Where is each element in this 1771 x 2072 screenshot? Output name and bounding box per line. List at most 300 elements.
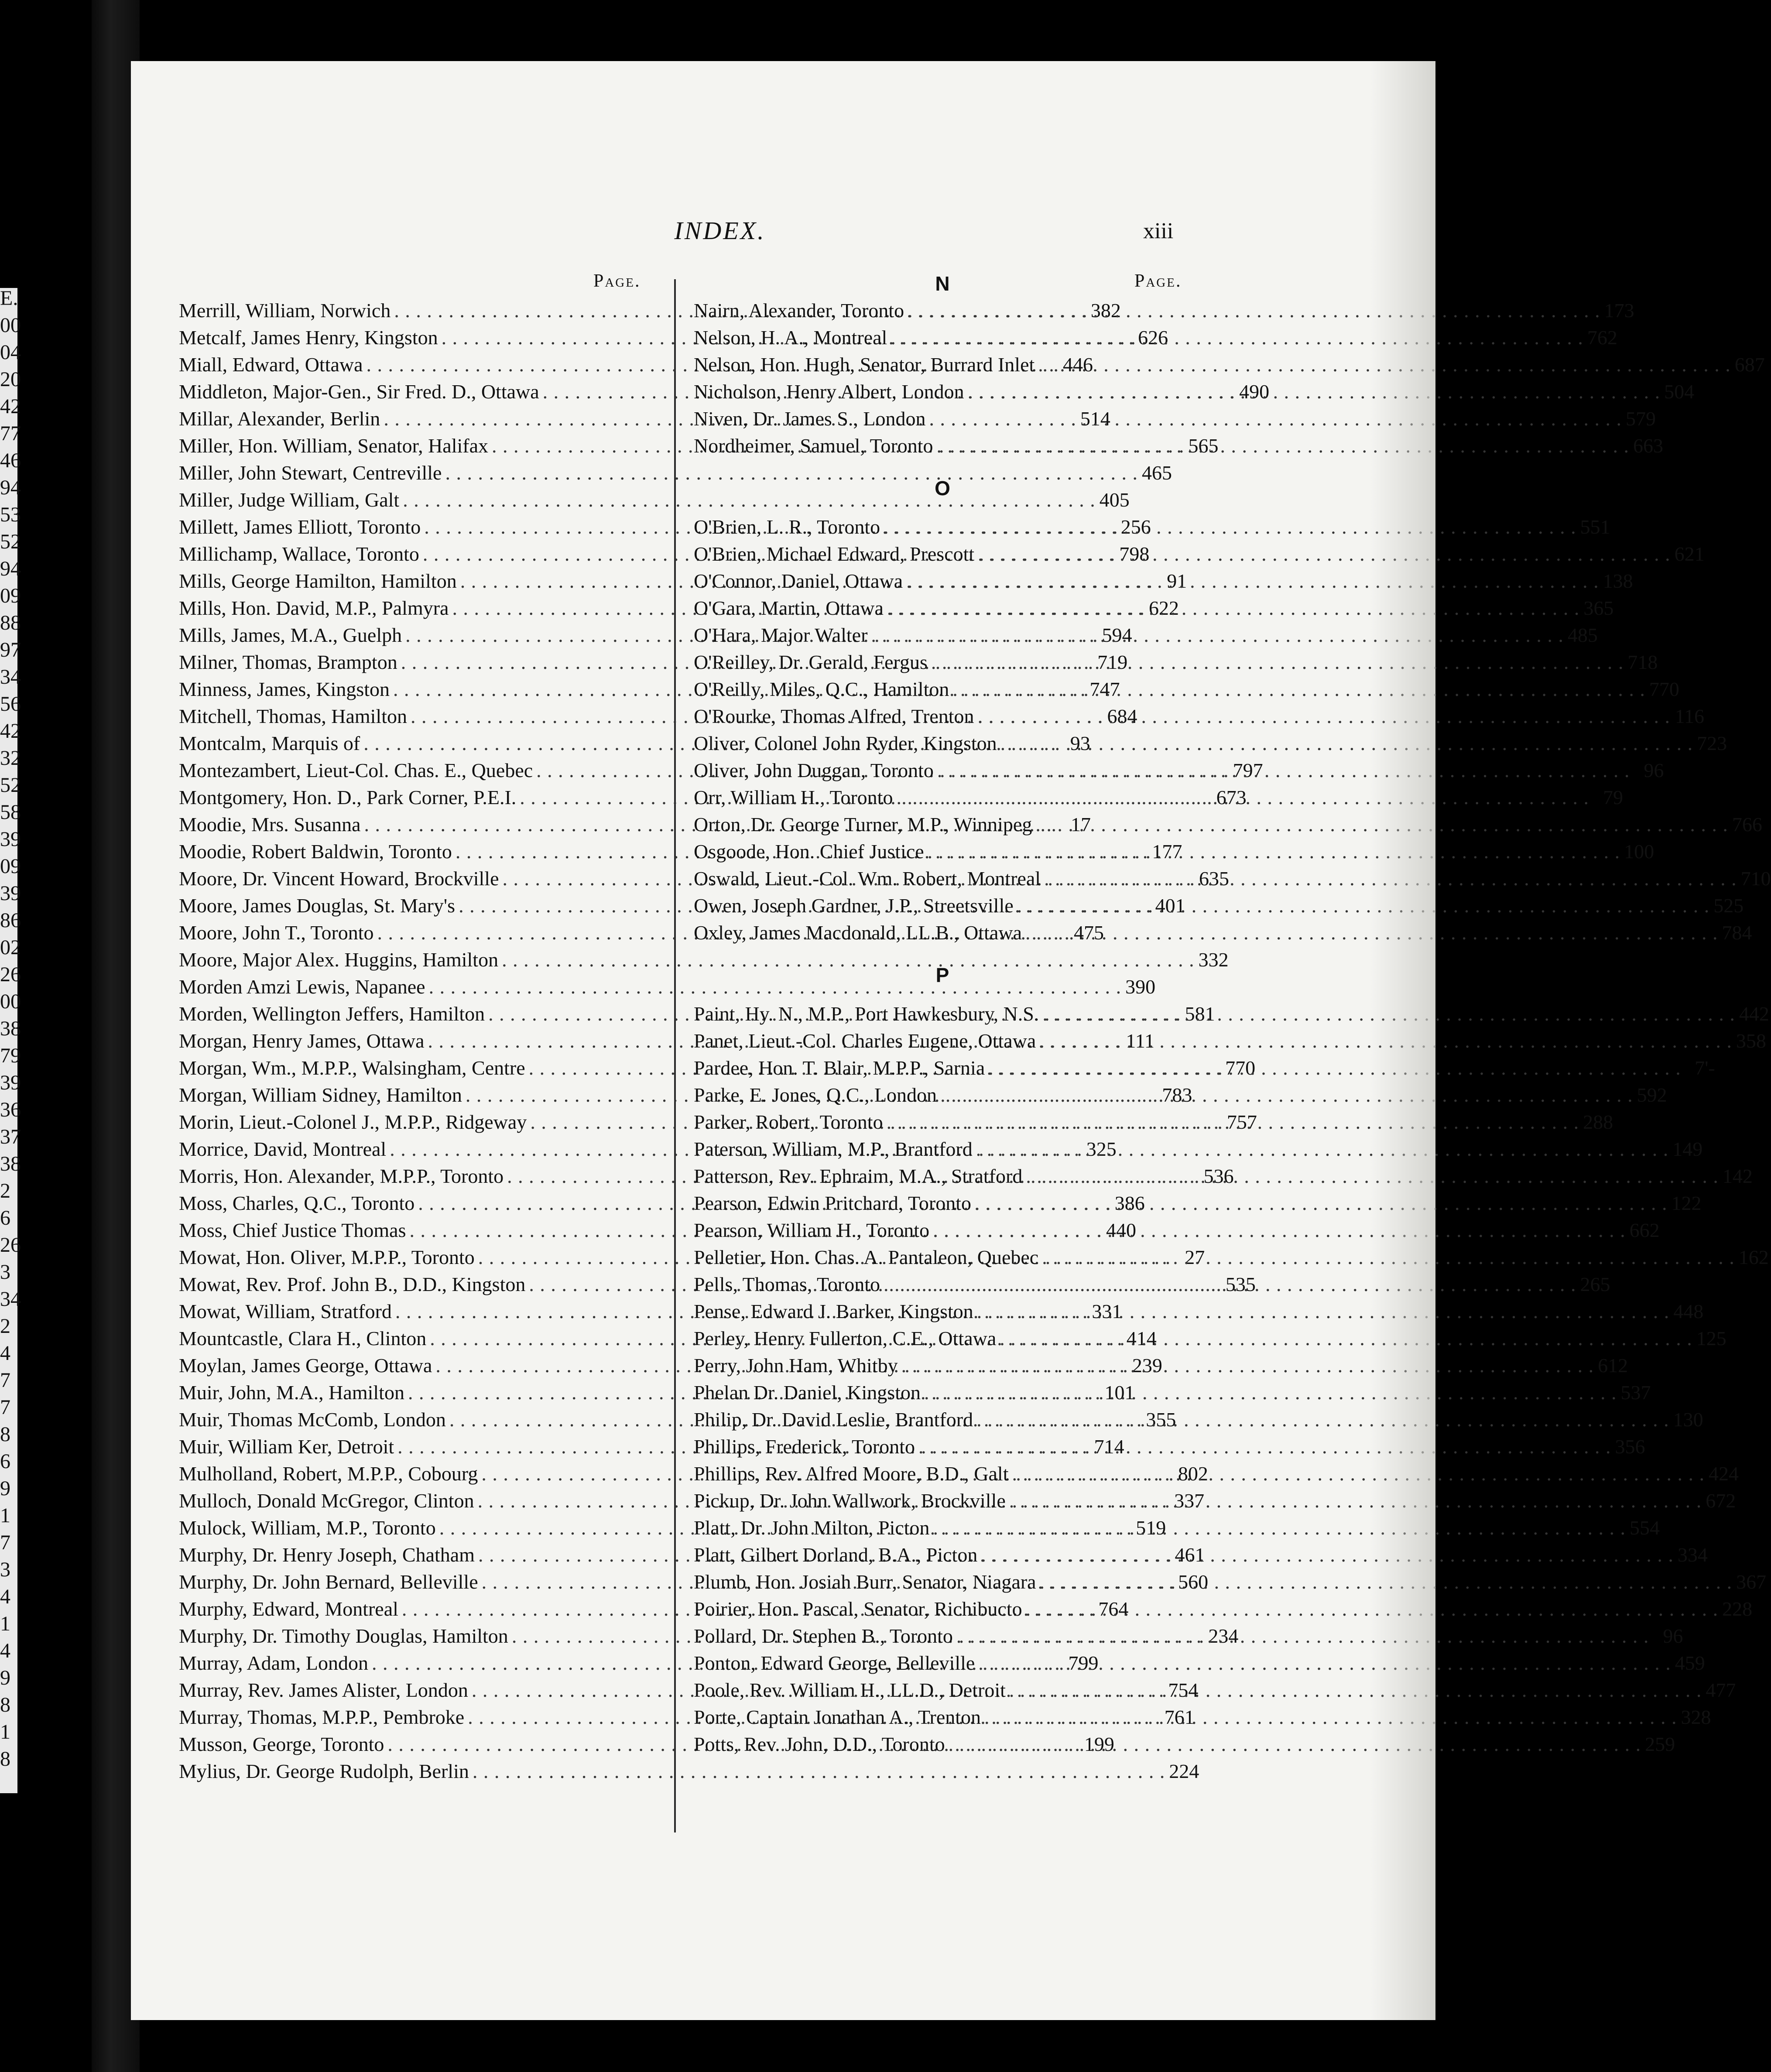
entry-page-number: 288 <box>1583 1111 1613 1133</box>
index-entry <box>694 1354 1628 1381</box>
entry-name: Morgan, Henry James, Ottawa <box>179 1030 425 1052</box>
entry-page-number: 783 <box>1162 1084 1192 1106</box>
entry-name: Nelson, Hon. Hugh, Senator, Burrard Inlet <box>694 353 1035 376</box>
entry-page-number: 514 <box>1080 408 1110 430</box>
entry-name: Miall, Edward, Ottawa <box>179 353 363 376</box>
entry-name: Nelson, H. A., Montreal <box>694 326 887 349</box>
entry-page-number: 130 <box>1673 1408 1703 1431</box>
margin-fragment: 88 <box>0 611 21 634</box>
entry-page-number: 459 <box>1675 1652 1705 1674</box>
entry-name: Mowat, Hon. Oliver, M.P.P., Toronto <box>179 1246 475 1268</box>
entry-page-number: 537 <box>1620 1381 1651 1404</box>
entry-name: Ponton, Edward George, Belleville <box>694 1652 975 1674</box>
margin-fragment: 20 <box>0 368 21 391</box>
entry-page-number: 424 <box>1708 1462 1739 1485</box>
page-number: xiii <box>1143 219 1174 243</box>
entry-page-number: 382 <box>1090 299 1121 322</box>
margin-fragment: 09 <box>0 584 21 607</box>
entry-page-number: 536 <box>1203 1165 1234 1187</box>
entry-page-number: 581 <box>1185 1003 1215 1025</box>
entry-page-number: 761 <box>1164 1706 1195 1728</box>
entry-name: Paterson, William, M.P., Brantford <box>694 1138 973 1160</box>
entry-page-number: 234 <box>1208 1625 1239 1647</box>
leader-dots <box>918 1435 1611 1458</box>
entry-page-number: 358 <box>1736 1030 1766 1052</box>
entry-page-number: 770 <box>1649 678 1679 700</box>
entry-page-number: 100 <box>1624 840 1655 863</box>
entry-name: Nicholson, Henry Albert, London <box>694 380 964 403</box>
leader-dots <box>981 1543 1674 1566</box>
index-entry <box>694 840 1655 867</box>
margin-fragment: 42 <box>0 395 21 418</box>
entry-name: Morrice, David, Montreal <box>179 1138 387 1160</box>
margin-fragment: 8 <box>0 1693 10 1716</box>
entry-page-number: 331 <box>1092 1300 1122 1322</box>
index-entry <box>694 569 1633 596</box>
entry-page-number: 259 <box>1645 1733 1675 1755</box>
margin-fragment: 86 <box>0 909 21 932</box>
leader-dots <box>1009 1489 1702 1512</box>
entry-page-number: 635 <box>1199 867 1230 890</box>
entry-name: O'Brien, Michael Edward, Prescott <box>694 543 975 565</box>
entry-name: Parke, E. Jones, Q.C., London <box>694 1084 937 1106</box>
entry-page-number: 662 <box>1629 1219 1660 1241</box>
entry-name: Pense, Edward J. Barker, Kingston <box>694 1300 973 1322</box>
leader-dots <box>1009 1678 1702 1702</box>
index-entry <box>694 1678 1736 1706</box>
leader-dots <box>977 1300 1670 1323</box>
margin-fragment: 02 <box>0 936 21 959</box>
entry-page-number: 551 <box>1580 516 1610 538</box>
entry-page-number: 622 <box>1148 597 1179 619</box>
entry-page-number: 797 <box>1233 759 1263 781</box>
leader-dots <box>988 1056 1681 1079</box>
entry-name: Murphy, Dr. Timothy Douglas, Hamilton <box>179 1625 508 1647</box>
entry-name: Phelan Dr. Daniel, Kingston <box>694 1381 921 1404</box>
margin-fragment: E. <box>0 287 18 310</box>
index-entry <box>694 1706 1711 1733</box>
margin-fragment: 4 <box>0 1585 10 1608</box>
leader-dots <box>1035 813 1728 836</box>
index-entry <box>694 299 1634 326</box>
leader-dots <box>984 1706 1677 1729</box>
entry-page-number: 405 <box>1099 489 1130 511</box>
margin-fragment: 8 <box>0 1423 10 1446</box>
entry-name: Phillips, Rev. Alfred Moore, B.D., Galt <box>694 1462 1009 1485</box>
entry-name: Philip, Dr. David Leslie, Brantford <box>694 1408 973 1431</box>
margin-fragment: 56 <box>0 692 21 716</box>
entry-name: Nordheimer, Samuel, Toronto <box>694 435 933 457</box>
leader-dots <box>1000 1327 1692 1350</box>
entry-page-number: 784 <box>1722 921 1752 944</box>
margin-fragment: 94 <box>0 557 21 580</box>
margin-fragment: 46 <box>0 449 21 472</box>
leader-dots <box>1042 1246 1735 1269</box>
margin-fragment: 1 <box>0 1504 10 1527</box>
entry-name: Oliver, Colonel John Ryder, Kingston <box>694 732 997 754</box>
leader-dots <box>473 1760 1165 1783</box>
index-entry <box>694 353 1765 380</box>
leader-dots <box>978 1651 1671 1675</box>
entry-page-number: 747 <box>1089 678 1120 700</box>
index-entry <box>694 1029 1766 1056</box>
margin-fragment: 7 <box>0 1531 10 1554</box>
leader-dots <box>1026 1164 1719 1188</box>
margin-fragment: 32 <box>0 747 21 770</box>
leader-dots <box>931 651 1624 674</box>
margin-fragment: 52 <box>0 774 21 797</box>
leader-dots <box>887 1110 1579 1134</box>
margin-fragment: 42 <box>0 719 21 743</box>
index-entry <box>694 1327 1726 1354</box>
margin-fragment: 38 <box>0 1017 21 1040</box>
entry-name: Montgomery, Hon. D., Park Corner, P.E.I. <box>179 786 517 808</box>
index-entry <box>694 1083 1667 1110</box>
entry-name: Minness, James, Kingston <box>179 678 390 700</box>
leader-dots <box>1044 867 1737 890</box>
entry-page-number: 239 <box>1132 1354 1162 1377</box>
entry-page-number: 27 <box>1185 1246 1205 1268</box>
entry-name: Morris, Hon. Alexander, M.P.P., Toronto <box>179 1165 504 1187</box>
previous-page-strip <box>0 0 92 2072</box>
index-entry <box>694 1408 1703 1435</box>
entry-page-number: 116 <box>1675 705 1704 727</box>
index-entry <box>694 1651 1705 1678</box>
margin-fragment: 1 <box>0 1612 10 1635</box>
entry-name: O'Brien, L. R., Toronto <box>694 516 880 538</box>
section-letter: O <box>935 477 950 500</box>
index-entry <box>694 678 1679 705</box>
margin-fragment: 04 <box>0 341 21 364</box>
left-column-heading: Page. <box>593 271 641 291</box>
entry-name: Paint, Hy. N., M.P., Port Hawkesbury, N.S. <box>694 1003 1039 1025</box>
entry-name: Panet, Lieut.-Col. Charles Eugene, Ottawa <box>694 1030 1036 1052</box>
margin-fragment: 7 <box>0 1396 10 1419</box>
margin-fragment: 39 <box>0 1071 21 1094</box>
margin-fragment: 9 <box>0 1666 10 1689</box>
index-entry <box>694 1381 1651 1408</box>
entry-name: Morden Amzi Lewis, Napanee <box>179 976 425 998</box>
leader-dots <box>901 1354 1594 1377</box>
entry-page-number: 485 <box>1567 624 1598 646</box>
entry-page-number: 719 <box>1097 651 1128 673</box>
entry-name: Oliver, John Duggan, Toronto <box>694 759 934 781</box>
entry-name: Niven, Dr. James S., London <box>694 408 926 430</box>
entry-name: Musson, George, Toronto <box>179 1733 384 1755</box>
entry-name: Mitchell, Thomas, Hamilton <box>179 705 407 727</box>
entry-page-number: 122 <box>1671 1192 1702 1214</box>
margin-fragment: 53 <box>0 503 21 526</box>
entry-name: Mulloch, Donald McGregor, Clinton <box>179 1490 474 1512</box>
leader-dots <box>977 705 1670 728</box>
index-entry <box>694 623 1598 651</box>
entry-name: Murray, Thomas, M.P.P., Pembroke <box>179 1706 465 1728</box>
margin-fragment: 77 <box>0 422 21 445</box>
entry-page-number: 477 <box>1706 1679 1736 1701</box>
entry-name: Murray, Adam, London <box>179 1652 368 1674</box>
entry-name: Pearson, William H., Toronto <box>694 1219 930 1241</box>
index-entry <box>694 651 1658 678</box>
entry-page-number: 177 <box>1152 840 1182 863</box>
entry-name: Plumb, Hon. Josiah Burr, Senator, Niagara <box>694 1571 1036 1593</box>
entry-page-number: 142 <box>1722 1165 1753 1187</box>
entry-page-number: 802 <box>1178 1462 1208 1485</box>
leader-dots <box>976 1137 1669 1161</box>
leader-dots <box>1042 1002 1735 1025</box>
entry-page-number: 332 <box>1198 949 1229 971</box>
entry-name: Patterson, Rev. Ephraim, M.A., Stratford <box>694 1165 1023 1187</box>
leader-dots <box>940 1083 1633 1106</box>
entry-page-number: 754 <box>1168 1679 1199 1701</box>
index-entry <box>694 1219 1660 1246</box>
index-page <box>131 61 1771 2020</box>
entry-name: Porte, Captain Jonathan A., Trenton <box>694 1706 981 1728</box>
margin-fragment: 00 <box>0 314 21 337</box>
entry-page-number: 96 <box>1644 759 1664 781</box>
margin-fragment: 9 <box>0 1477 10 1500</box>
entry-page-number: 475 <box>1074 921 1104 944</box>
entry-name: Parker, Robert, Toronto <box>694 1111 883 1133</box>
margin-fragment: 37 <box>0 1125 21 1148</box>
page-title: INDEX. <box>674 216 766 245</box>
entry-page-number: 79 <box>1603 786 1623 808</box>
entry-page-number: 579 <box>1626 408 1656 430</box>
entry-name: Orton, Dr. George Turner, M.P., Winnipeg <box>694 813 1032 836</box>
entry-name: Milner, Thomas, Brampton <box>179 651 397 673</box>
entry-name: Miller, John Stewart, Centreville <box>179 462 442 484</box>
entry-name: Pardee, Hon. T. Blair, M.P.P., Sarnia <box>694 1057 985 1079</box>
entry-page-number: 770 <box>1225 1057 1256 1079</box>
entry-page-number: 673 <box>1216 786 1247 808</box>
entry-name: Nairn, Alexander, Toronto <box>694 299 904 322</box>
index-entry <box>694 1192 1702 1219</box>
entry-page-number: 565 <box>1188 435 1219 457</box>
entry-name: Murphy, Edward, Montreal <box>179 1598 398 1620</box>
margin-fragment: 09 <box>0 855 21 878</box>
margin-fragment: 1 <box>0 1720 10 1743</box>
index-entry <box>694 1597 1753 1624</box>
entry-name: O'Reilly, Miles, Q.C., Hamilton <box>694 678 949 700</box>
entry-page-number: 663 <box>1633 435 1664 457</box>
section-letter: N <box>935 272 950 295</box>
entry-name: Mylius, Dr. George Rudolph, Berlin <box>179 1760 469 1782</box>
entry-page-number: 390 <box>1125 976 1156 998</box>
entry-page-number: 504 <box>1664 380 1695 403</box>
entry-page-number: 173 <box>1604 299 1634 322</box>
entry-page-number: 325 <box>1086 1138 1117 1160</box>
index-entry <box>694 1733 1675 1760</box>
entry-page-number: 101 <box>1104 1381 1135 1404</box>
section-letter: P <box>935 964 949 986</box>
entry-name: Muir, Thomas McComb, London <box>179 1408 446 1431</box>
margin-fragment: 52 <box>0 530 21 553</box>
entry-page-number: 149 <box>1672 1138 1703 1160</box>
entry-page-number: 718 <box>1627 651 1658 673</box>
entry-page-number: 757 <box>1226 1111 1257 1133</box>
entry-page-number: 125 <box>1696 1327 1726 1349</box>
leader-dots <box>956 1624 1649 1647</box>
leader-dots <box>976 1408 1669 1431</box>
entry-name: Oxley, James Macdonald, LL.B., Ottawa <box>694 921 1022 944</box>
leader-dots <box>1038 353 1731 376</box>
entry-name: Merrill, William, Norwich <box>179 299 391 322</box>
entry-page-number: 612 <box>1598 1354 1628 1377</box>
entry-name: Mills, James, M.A., Guelph <box>179 624 402 646</box>
entry-name: Platt, Gilbert Dorland, B.A., Picton <box>694 1544 978 1566</box>
entry-page-number: 328 <box>1681 1706 1711 1728</box>
entry-name: Middleton, Major-Gen., Sir Fred. D., Ottawa <box>179 380 539 403</box>
entry-page-number: 91 <box>1167 570 1187 592</box>
leader-dots <box>1017 894 1710 917</box>
entry-name: Murphy, Dr. Henry Joseph, Chatham <box>179 1544 475 1566</box>
entry-page-number: 367 <box>1736 1571 1767 1593</box>
index-entry <box>179 1760 1199 1787</box>
margin-fragment: 79 <box>0 1044 21 1067</box>
entry-page-number: 334 <box>1677 1544 1708 1566</box>
entry-page-number: 465 <box>1141 462 1172 484</box>
leader-dots <box>1026 1597 1719 1620</box>
entry-page-number: 401 <box>1155 894 1185 917</box>
entry-name: Murphy, Dr. John Bernard, Belleville <box>179 1571 478 1593</box>
entry-name: Owen, Joseph Gardner, J.P., Streetsville <box>694 894 1014 917</box>
entry-name: Moore, John T., Toronto <box>179 921 374 944</box>
entry-name: Orr, William H., Toronto <box>694 786 893 808</box>
index-entry <box>694 894 1744 921</box>
entry-name: Miller, Hon. William, Senator, Halifax <box>179 435 489 457</box>
index-entry <box>694 1489 1736 1516</box>
leader-dots <box>871 623 1564 647</box>
entry-name: Murray, Rev. James Alister, London <box>179 1679 468 1701</box>
margin-fragment: 97 <box>0 638 21 661</box>
margin-fragment: 4 <box>0 1342 10 1365</box>
entry-name: Perley, Henry Fullerton, C.E., Ottawa <box>694 1327 997 1349</box>
margin-fragment: 34 <box>0 1288 21 1311</box>
leader-dots <box>906 569 1599 592</box>
entry-page-number: 442 <box>1739 1003 1769 1025</box>
entry-name: O'Reilley, Dr. Gerald, Fergus <box>694 651 928 673</box>
entry-name: Morden, Wellington Jeffers, Hamilton <box>179 1003 485 1025</box>
entry-page-number: 414 <box>1126 1327 1157 1349</box>
entry-page-number: 256 <box>1120 516 1151 538</box>
entry-name: Mountcastle, Clara H., Clinton <box>179 1327 427 1349</box>
entry-name: Muir, John, M.A., Hamilton <box>179 1381 404 1404</box>
margin-fragment: 7 <box>0 1369 10 1392</box>
entry-page-number: 519 <box>1136 1517 1166 1539</box>
entry-name: Morgan, William Sidney, Hamilton <box>179 1084 462 1106</box>
index-entry <box>694 1137 1703 1164</box>
margin-fragment: 3 <box>0 1558 10 1581</box>
entry-name: Mowat, William, Stratford <box>179 1300 392 1322</box>
entry-page-number: 762 <box>1587 326 1617 349</box>
entry-page-number: 446 <box>1063 353 1093 376</box>
leader-dots <box>968 380 1661 403</box>
entry-page-number: 592 <box>1637 1084 1667 1106</box>
entry-page-number: 799 <box>1068 1652 1099 1674</box>
leader-dots <box>884 515 1576 538</box>
entry-page-number: 710 <box>1740 867 1771 890</box>
leader-dots <box>937 759 1630 782</box>
entry-name: Moore, Dr. Vincent Howard, Brockville <box>179 867 499 890</box>
entry-name: Millichamp, Wallace, Toronto <box>179 543 419 565</box>
entry-name: Oswald, Lieut.-Col. Wm. Robert, Montreal <box>694 867 1041 890</box>
leader-dots <box>891 326 1583 349</box>
entry-name: Mulock, William, M.P., Toronto <box>179 1517 436 1539</box>
margin-fragment: 36 <box>0 1098 21 1121</box>
entry-page-number: 356 <box>1615 1435 1645 1458</box>
previous-page-edge <box>0 287 21 1793</box>
entry-page-number: 687 <box>1734 353 1765 376</box>
margin-fragment: 39 <box>0 828 21 851</box>
margin-fragment: 26 <box>0 963 21 986</box>
entry-name: Mills, George Hamilton, Hamilton <box>179 570 457 592</box>
entry-name: Moylan, James George, Ottawa <box>179 1354 432 1377</box>
entry-page-number: 714 <box>1094 1435 1124 1458</box>
entry-page-number: 594 <box>1102 624 1132 646</box>
index-entry <box>694 326 1617 353</box>
entry-page-number: 525 <box>1713 894 1744 917</box>
entry-name: Millett, James Elliott, Toronto <box>179 516 421 538</box>
entry-page-number: 723 <box>1697 732 1727 754</box>
leader-dots <box>949 1733 1641 1756</box>
entry-name: Metcalf, James Henry, Kingston <box>179 326 438 349</box>
entry-page-number: 93 <box>1070 732 1090 754</box>
leader-dots <box>933 1516 1626 1539</box>
index-entry <box>694 542 1705 569</box>
margin-fragment: 00 <box>0 990 21 1013</box>
margin-fragment: 8 <box>0 1747 10 1771</box>
entry-page-number: 365 <box>1583 597 1614 619</box>
index-entry <box>694 596 1614 623</box>
index-entry <box>179 461 1172 488</box>
entry-name: Miller, Judge William, Galt <box>179 489 400 511</box>
entry-name: Mowat, Rev. Prof. John B., D.D., Kingston <box>179 1273 526 1295</box>
leader-dots <box>937 434 1630 457</box>
index-entry <box>694 407 1656 434</box>
margin-fragment: 6 <box>0 1450 10 1473</box>
entry-name: Poirier, Hon. Pascal, Senator, Richibucto <box>694 1598 1022 1620</box>
entry-page-number: 162 <box>1738 1246 1769 1268</box>
entry-name: Morgan, Wm., M.P.P., Walsingham, Centre <box>179 1057 525 1079</box>
entry-page-number: 798 <box>1119 543 1150 565</box>
entry-page-number: 461 <box>1175 1544 1205 1566</box>
leader-dots <box>1025 921 1718 944</box>
entry-name: Moore, James Douglas, St. Mary's <box>179 894 456 917</box>
entry-name: O'Hara, Major Walter <box>694 624 868 646</box>
leader-dots <box>896 786 1589 809</box>
index-entry <box>694 732 1727 759</box>
index-entry <box>179 488 1130 515</box>
entry-name: Phillips, Frederick, Toronto <box>694 1435 915 1458</box>
index-entry <box>179 948 1229 975</box>
leader-dots <box>1040 1570 1733 1593</box>
entry-name: Millar, Alexander, Berlin <box>179 408 380 430</box>
index-entry <box>694 1435 1645 1462</box>
entry-name: Perry, John Ham, Whitby <box>694 1354 898 1377</box>
margin-fragment: 94 <box>0 476 21 499</box>
index-entry <box>694 705 1704 732</box>
right-column-heading: Page. <box>1134 271 1182 291</box>
margin-fragment: 26 <box>0 1233 21 1257</box>
leader-dots <box>933 1219 1626 1242</box>
leader-dots <box>928 840 1620 863</box>
entry-name: Platt, Dr. John Milton, Picton <box>694 1517 930 1539</box>
entry-name: Poole, Rev. William H., LL.D., Detroit <box>694 1679 1006 1701</box>
entry-page-number: 764 <box>1098 1598 1129 1620</box>
entry-name: Montezambert, Lieut-Col. Chas. E., Quebec <box>179 759 533 781</box>
entry-name: Pells, Thomas, Toronto <box>694 1273 880 1295</box>
entry-name: Pollard, Dr. Stephen B., Toronto <box>694 1625 953 1647</box>
entry-name: Moss, Chief Justice Thomas <box>179 1219 406 1241</box>
